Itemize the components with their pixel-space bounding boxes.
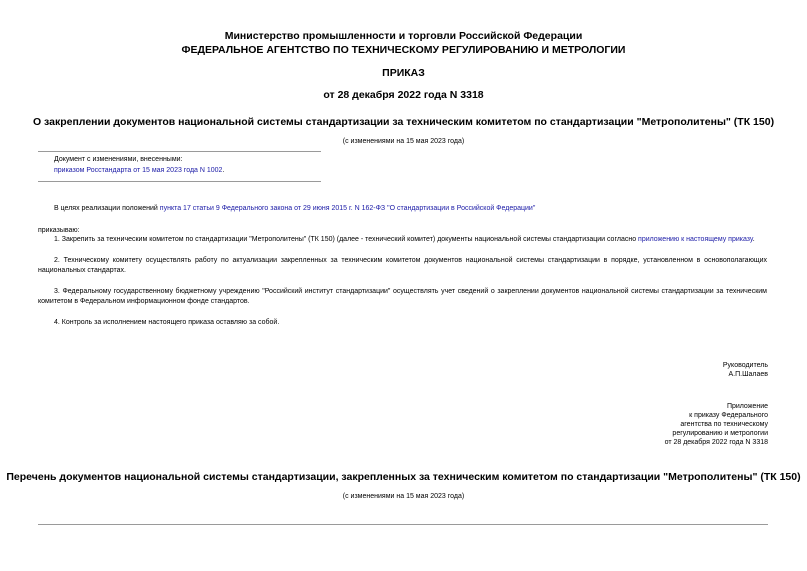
changes-order-link[interactable]: приказом Росстандарта от 15 мая 2023 года N 1002 [54, 167, 223, 174]
item-3: 3. Федеральному государственному бюджетному учреждению "Российский институт стандартизации" осуществлять учет сведений о закреплении документов национальной системы стандартизации за техническим комитетом в Федеральном информационном фонде стандартов. [38, 288, 767, 305]
signatory-name: А.П.Шалаев [728, 371, 768, 378]
changes-box-label: Документ с изменениями, внесенными: [54, 156, 183, 163]
changes-link-suffix: . [222, 167, 225, 174]
preamble [54, 204, 767, 214]
doc-date-number: от 28 декабря 2022 года N 3318 [323, 89, 484, 101]
list-amendments-note: (с изменениями на 15 мая 2023 года) [342, 493, 465, 500]
appendix-link[interactable]: приложению к настоящему приказу [638, 236, 753, 243]
signatory-role: Руководитель [722, 362, 768, 369]
ministry-name: Министерство промышленности и торговли Российской Федерации [224, 30, 583, 42]
item-1 [38, 235, 767, 245]
item-2: 2. Техническому комитету осуществлять работу по актуализации закрепленных за техническим комитетом документов национальной системы стандартизации в порядке, установленном в основополагающих национальных стандартах. [38, 257, 767, 274]
amendments-note: (с изменениями на 15 мая 2023 года) [342, 138, 465, 145]
order-word: приказываю: [38, 227, 80, 234]
changes-box-top-rule [38, 151, 321, 152]
appendix-line-3: агентства по техническому [680, 421, 768, 428]
appendix-line-1: Приложение [726, 403, 768, 410]
changes-box-bottom-rule [38, 181, 321, 182]
item-1-text: 1. Закрепить за техническим комитетом по стандартизации "Метрополитены" (ТК 150) (далее - технический комитет) документы национальной системы стандартизации согласно [54, 236, 639, 243]
list-title: Перечень документов национальной системы стандартизации, закрепленных за техническим комитетом по стандартизации "Метрополитены" (ТК 150) [6, 471, 801, 483]
appendix-line-5: от 28 декабря 2022 года N 3318 [664, 439, 768, 446]
bottom-rule [38, 524, 768, 525]
appendix-line-4: регулированию и метрологии [672, 430, 768, 437]
item-1-suffix: . [752, 236, 755, 243]
document-title: О закреплении документов национальной системы стандартизации за техническим комитетом по стандартизации "Метрополитены" (ТК 150) [32, 116, 775, 128]
agency-name: ФЕДЕРАЛЬНОЕ АГЕНТСТВО ПО ТЕХНИЧЕСКОМУ РЕГУЛИРОВАНИЮ И МЕТРОЛОГИИ [181, 44, 626, 56]
appendix-line-2: к приказу Федерального [689, 412, 768, 419]
changes-box-link-line [54, 166, 321, 175]
doc-type: ПРИКАЗ [382, 67, 425, 79]
item-4: 4. Контроль за исполнением настоящего приказа оставляю за собой. [54, 319, 280, 326]
federal-law-link[interactable]: пункта 17 статьи 9 Федерального закона от 29 июня 2015 г. N 162-ФЗ "О стандартизации в Российской Федерации" [159, 205, 536, 212]
preamble-prefix: В целях реализации положений [54, 205, 160, 212]
